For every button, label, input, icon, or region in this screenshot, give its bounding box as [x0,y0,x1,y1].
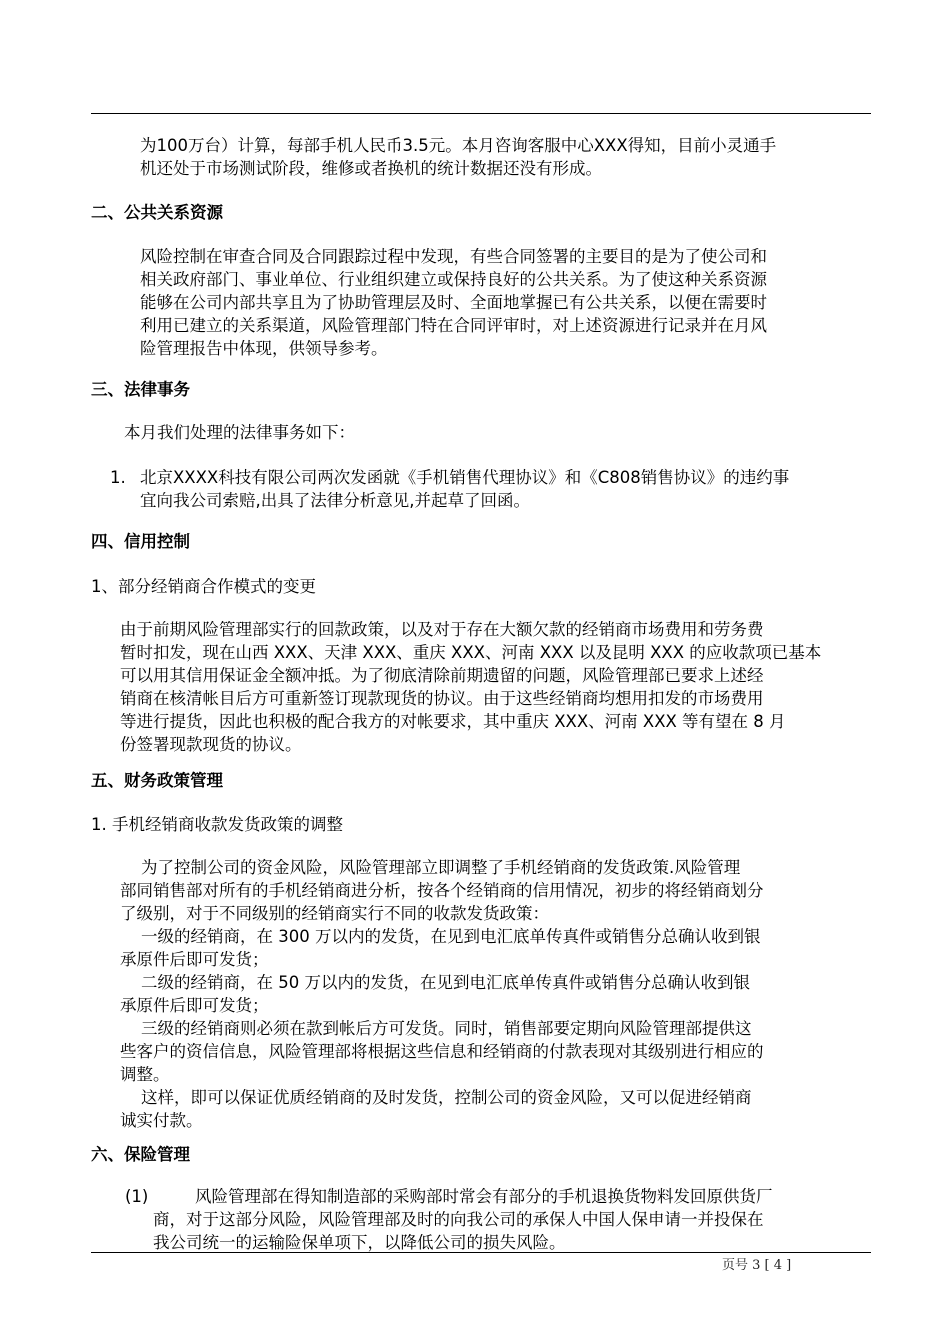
page-number: 页号 3 [ 4 ] [722,1258,792,1273]
list-item-line: 我公司统一的运输险保单项下，以降低公司的损失风险。 [153,1233,566,1252]
list-item-line: 商，对于这部分风险，风险管理部及时的向我公司的承保人中国人保申请一并投保在 [153,1210,764,1229]
paragraph-line: 部同销售部对所有的手机经销商进分析，按各个经销商的信用情况，初步的将经销商划分 [120,881,764,900]
list-item-line: 风险管理部在得知制造部的采购部时常会有部分的手机退换货物料发回原供货厂 [195,1187,773,1206]
paragraph-line: 风险控制在审查合同及合同跟踪过程中发现，有些合同签署的主要目的是为了使公司和 [140,247,767,266]
subheading: 1. 手机经销商收款发货政策的调整 [91,815,343,834]
section-heading-legal-affairs: 三、法律事务 [91,380,190,399]
section-heading-credit-control: 四、信用控制 [91,532,190,551]
paragraph-line: 利用已建立的关系渠道，风险管理部门特在合同评审时，对上述资源进行记录并在月风 [140,316,767,335]
section-heading-insurance: 六、保险管理 [91,1145,190,1164]
list-marker: 1. [110,468,126,487]
section-heading-finance-policy: 五、财务政策管理 [91,771,223,790]
paragraph-line: 承原件后即可发货； [120,996,269,1015]
paragraph-line: 暂时扣发，现在山西 XXX、天津 XXX、重庆 XXX、河南 XXX 以及昆明 XXX 的应收款项已基本 [120,643,822,662]
paragraph-line: 二级的经销商，在 50 万以内的发货，在见到电汇底单传真件或销售分总确认收到银 [120,973,750,992]
paragraph-line: 调整。 [120,1065,170,1084]
paragraph-line: 由于前期风险管理部实行的回款政策，以及对于存在大额欠款的经销商市场费用和劳务费 [120,620,764,639]
paragraph-line: 险管理报告中体现，供领导参考。 [140,339,388,358]
paragraph-line: 了级别，对于不同级别的经销商实行不同的收款发货政策： [120,904,549,923]
list-item-line: 北京XXXX科技有限公司两次发函就《手机销售代理协议》和《C808销售协议》的违约事 [140,468,790,487]
paragraph-line: 三级的经销商则必须在款到帐后方可发货。同时，销售部要定期向风险管理部提供这 [120,1019,752,1038]
paragraph-line: 这样，即可以保证优质经销商的及时发货，控制公司的资金风险，又可以促进经销商 [120,1088,752,1107]
legal-intro: 本月我们处理的法律事务如下： [124,423,355,442]
paragraph-line: 相关政府部门、事业单位、行业组织建立或保持良好的公共关系。为了使这种关系资源 [140,270,767,289]
footer-rule [91,1252,871,1253]
list-marker: (1) [125,1187,149,1206]
intro-line: 为100万台）计算，每部手机人民币3.5元。本月咨询客服中心XXX得知，目前小灵通手 [140,136,777,155]
subheading: 1、部分经销商合作模式的变更 [91,577,316,596]
paragraph-line: 一级的经销商，在 300 万以内的发货，在见到电汇底单传真件或销售分总确认收到银 [120,927,761,946]
paragraph-line: 份签署现款现货的协议。 [120,735,302,754]
paragraph-line: 可以用其信用保证金全额冲抵。为了彻底清除前期遗留的问题，风险管理部已要求上述经 [120,666,764,685]
section-heading-public-relations: 二、公共关系资源 [91,203,223,222]
paragraph-line: 承原件后即可发货； [120,950,269,969]
paragraph-line: 能够在公司内部共享且为了协助管理层及时、全面地掌握已有公共关系，以便在需要时 [140,293,767,312]
list-item-line: 宜向我公司索赔,出具了法律分析意见,并起草了回函。 [140,491,530,510]
paragraph-line: 些客户的资信信息，风险管理部将根据这些信息和经销商的付款表现对其级别进行相应的 [120,1042,764,1061]
paragraph-line: 诚实付款。 [120,1111,203,1130]
intro-line: 机还处于市场测试阶段，维修或者换机的统计数据还没有形成。 [140,159,602,178]
header-rule [91,113,871,114]
paragraph-line: 等进行提货，因此也积极的配合我方的对帐要求，其中重庆 XXX、河南 XXX 等有望在 8 月 [120,712,786,731]
paragraph-line: 为了控制公司的资金风险，风险管理部立即调整了手机经销商的发货政策.风险管理 [120,858,741,877]
paragraph-line: 销商在核清帐目后方可重新签订现款现货的协议。由于这些经销商均想用扣发的市场费用 [120,689,764,708]
